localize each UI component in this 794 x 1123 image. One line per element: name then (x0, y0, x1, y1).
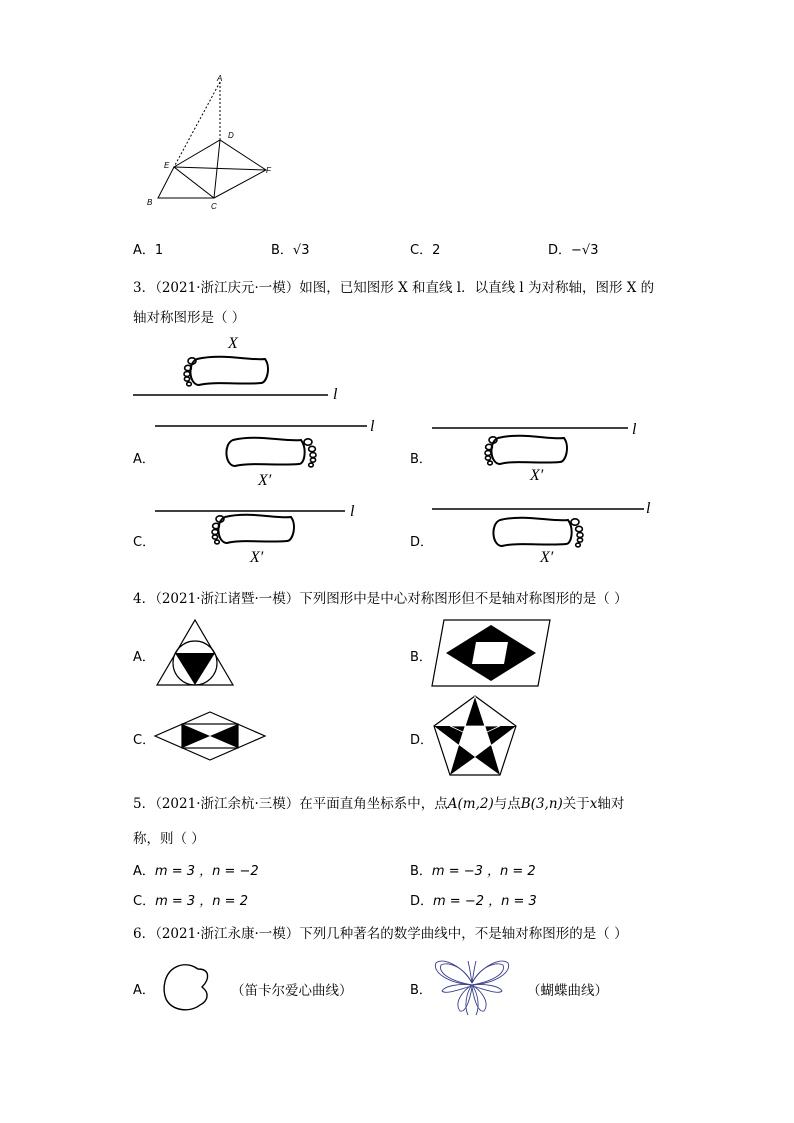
figure-x-prime-label: X′ (540, 549, 554, 566)
point-a-coordinate: A(m,2) (447, 796, 494, 812)
q4-option-d-figure[interactable] (432, 695, 518, 777)
point-label-b: B (147, 198, 153, 207)
q6-option-b[interactable] (410, 979, 432, 998)
option-letter: A． (133, 983, 155, 998)
option-letter: C． (410, 243, 433, 258)
q3-option-c[interactable]: C． (133, 535, 156, 550)
q3-stem-line2: 轴对称图形是（ ） (133, 310, 246, 326)
option-text: m = 3 ，n = 2 (155, 894, 248, 909)
q5-stem-part-d: 轴对 (597, 796, 625, 812)
line-l-label: l (333, 386, 338, 403)
q3-option-a[interactable]: A． (133, 452, 155, 467)
q5-option-d[interactable] (410, 890, 537, 909)
cardioid-curve-figure[interactable] (158, 961, 214, 1015)
q4-option-c-figure[interactable] (155, 712, 265, 762)
q5-stem-part-a: 5．（2021·浙江余杭·三模）在平面直角坐标系中，点 (133, 796, 448, 812)
q5-stem-part-c: 关于 (562, 796, 590, 812)
q5-option-b[interactable] (410, 860, 536, 879)
q2-option-c[interactable] (410, 239, 440, 258)
figure-x-prime-label: X′ (250, 549, 264, 566)
point-label-e: E (164, 161, 170, 170)
q5-option-a[interactable] (133, 860, 259, 879)
q4-option-c[interactable]: C． (133, 733, 156, 748)
axis-name: x (589, 796, 598, 812)
q6-option-a[interactable] (133, 979, 155, 998)
option-text: 2 (432, 243, 441, 258)
option-text: 1 (154, 243, 164, 258)
q2-option-b[interactable] (271, 239, 309, 258)
line-l-label: l (350, 503, 355, 520)
line-l-label: l (646, 500, 651, 517)
q2-option-a[interactable] (133, 239, 163, 258)
cardioid-caption: （笛卡尔爱心曲线） (231, 983, 353, 999)
line-l-label: l (632, 421, 637, 438)
figure-x-label: X (228, 335, 238, 352)
q4-option-b[interactable]: B． (410, 650, 432, 665)
line-l-label: l (370, 418, 375, 435)
q2-geometry-figure (140, 70, 280, 210)
option-text: m = −3 ，n = 2 (431, 864, 536, 879)
option-letter: B． (410, 864, 432, 879)
q3-stem-line1: 3．（2021·浙江庆元·一模）如图，已知图形 X 和直线 l．以直线 l 为对称轴，图形 X 的 (133, 280, 655, 296)
q6-stem: 6．（2021·浙江永康·一模）下列几种著名的数学曲线中，不是轴对称图形的是（ ） (133, 926, 628, 942)
q4-option-a-figure[interactable] (155, 618, 235, 688)
q4-option-a[interactable]: A． (133, 650, 155, 665)
q3-option-b[interactable]: B． (410, 452, 432, 467)
point-label-d: D (228, 131, 234, 140)
q4-stem: 4．（2021·浙江诸暨·一模）下列图形中是中心对称图形但不是轴对称图形的是（ ） (133, 591, 628, 607)
point-label-a: A (217, 74, 223, 83)
q5-stem-line2: 称，则（ ） (133, 831, 205, 847)
butterfly-curve-figure[interactable] (432, 955, 512, 1017)
point-b-coordinate: B(3,n) (520, 796, 563, 812)
q5-stem-part-b: 与点 (493, 796, 521, 812)
option-letter: B． (271, 243, 293, 258)
option-letter: A． (133, 243, 155, 258)
option-letter: C． (133, 894, 156, 909)
point-label-f: F (266, 166, 271, 175)
option-letter: D． (548, 243, 572, 258)
q4-option-b-figure[interactable] (432, 620, 552, 688)
option-text: −√3 (571, 243, 599, 258)
figure-x-prime-label: X′ (530, 467, 544, 484)
q4-option-d[interactable]: D． (410, 733, 434, 748)
option-text: m = 3 ，n = −2 (154, 864, 259, 879)
q2-option-d[interactable] (548, 239, 598, 258)
option-letter: B． (410, 983, 432, 998)
option-text: √3 (292, 243, 310, 258)
q3-option-d[interactable]: D． (410, 535, 434, 550)
point-label-c: C (211, 202, 217, 211)
q3-original-footprint (133, 345, 353, 405)
option-text: m = −2 ，n = 3 (433, 894, 537, 909)
option-letter: A． (133, 864, 155, 879)
option-letter: D． (410, 894, 434, 909)
figure-x-prime-label: X′ (258, 472, 272, 489)
butterfly-caption: （蝴蝶曲线） (527, 983, 608, 999)
q5-stem-line1 (133, 792, 624, 812)
q5-option-c[interactable] (133, 890, 248, 909)
